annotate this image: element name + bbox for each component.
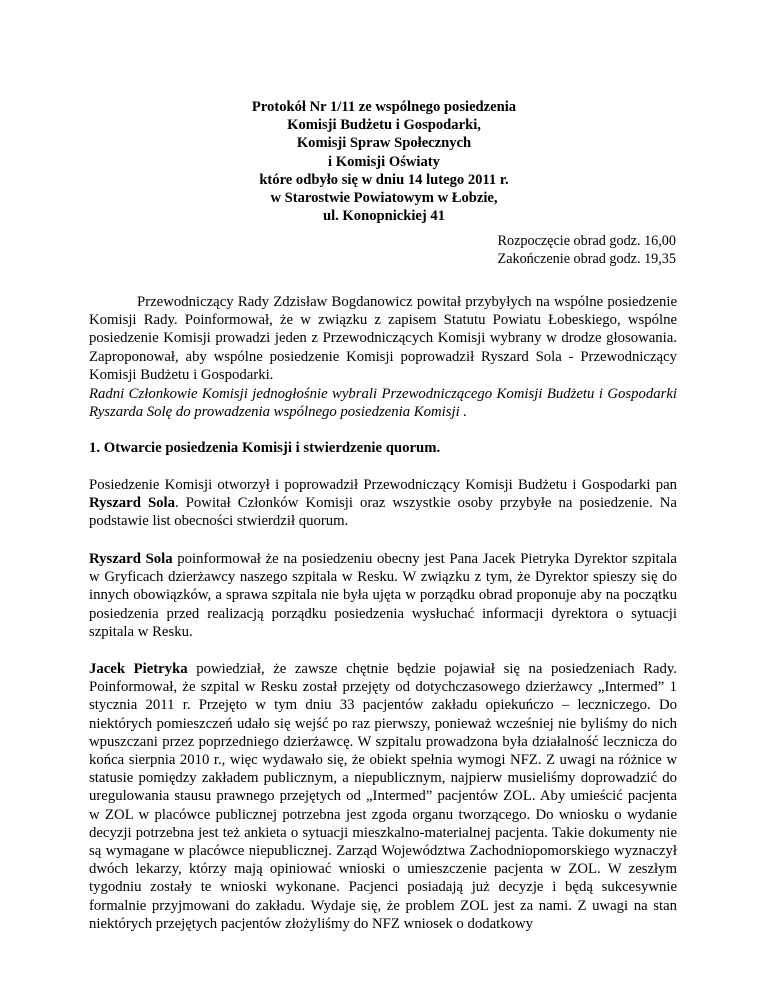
- intro-paragraph: Przewodniczący Rady Zdzisław Bogdanowicz powitał przybyłych na wspólne posiedzenie Komisji Rady. Poinformował, że w związku z zapisem Statutu Powiatu Łobeskiego, wspólne posiedzenie Komisji prowadzi jeden z Przewodniczących Komisji wybrany w drodze głosowania. Zaproponował, aby wspólne posiedzenie Komisji poprowadził Ryszard Sola - Przewodniczący Komisji Budżetu i Gospodarki.: [89, 294, 677, 383]
- title-line: Komisji Budżetu i Gospodarki,: [287, 117, 481, 134]
- section-1-text: Posiedzenie Komisji otworzył i poprowadził Przewodniczący Komisji Budżetu i Gospodarki pan: [89, 477, 677, 493]
- session-times: [498, 232, 676, 268]
- pietryka-paragraph: [89, 660, 677, 933]
- title-line: które odbyło się w dniu 14 lutego 2011 r.: [259, 171, 509, 188]
- end-time: Zakończenie obrad godz. 19,35: [497, 251, 676, 267]
- title-line: Protokół Nr 1/11 ze wspólnego posiedzenia: [251, 99, 517, 115]
- vote-paragraph: Radni Członkowie Komisji jednogłośnie wybrali Przewodniczącego Komisji Budżetu i Gospodarki Ryszarda Solę do prowadzenia wspólnego posiedzenia Komisji .: [89, 386, 677, 421]
- pietryka-text: powiedział, że zawsze chętnie będzie pojawiał się na posiedzeniach Rady. Poinformował, że szpital w Resku został przejęty od dotychczasowego dzierżawcy „Intermed” 1 stycznia 2011 r. Przejęto w tym dniu 33 pacjentów zakładu opiekuńczo – leczniczego. Do niektórych pomieszczeń udało się wejść po raz pierwszy, ponieważ wcześniej nie byliśmy do nich wpuszczani przez poprzedniego dzierżawcę. W szpitalu prowadzona była działalność lecznicza do końca sierpnia 2010 r., więc wydawało się, że obiekt spełnia wymogi NFZ. Z uwagi na różnice w statusie pomiędzy zakładem publicznym, a niepublicznym, najpierw musieliśmy doprowadzić do uregulowania stausu prawnego przejętych od „Intermed” pacjentów ZOL. Aby umieścić pacjenta w ZOL w placówce publicznej potrzebna jest zgoda organu tworzącego. Do wniosku o wydanie decyzji potrzebna jest też ankieta o sytuacji mieszkalno-materialnej pacjenta. Takie dokumenty nie są wymagane w placówce niepublicznej. Zarząd Województwa Zachodniopomorskiego wyznaczył dwóch lekarzy, którzy mają opiniować wnioski o umieszczenie pacjenta w ZOL. W zeszłym tygodniu zostały te wnioski wykonane. Pacjenci posiadają już decyzje i będą sukcesywnie formalnie przyjmowani do zakładu. Wydaje się, że problem ZOL jest za nami. Z uwagi na stan niektórych przejętych pacjentów złożyliśmy do NFZ wniosek o dodatkowy: [89, 661, 677, 932]
- section-1-paragraph: [89, 476, 677, 531]
- start-time: Rozpoczęcie obrad godz. 16,00: [497, 233, 676, 249]
- section-1-text: . Powitał Członków Komisji oraz wszystkie osoby przybyłe na posiedzenie. Na podstawie list obecności stwierdził quorum.: [89, 495, 677, 530]
- sola-text: poinformował że na posiedzeniu obecny jest Pana Jacek Pietryka Dyrektor szpitala w Gryficach dzierżawcy naszego szpitala w Resku. W związku z tym, że Dyrektor spieszy się do innych obowiązków, a sprawa szpitala nie była ujęta w porządku obrad proponuje aby na początku posiedzenia przed realizacją porządku posiedzenia wysłuchać informacji dyrektora o sytuacji szpitala w Resku.: [89, 551, 677, 640]
- speaker-name: Jacek Pietryka: [89, 661, 188, 677]
- section-1-heading: 1. Otwarcie posiedzenia Komisji i stwierdzenie quorum.: [89, 440, 441, 456]
- title-line: ul. Konopnickiej 41: [322, 208, 446, 225]
- sola-paragraph: [89, 550, 677, 641]
- protocol-title: [0, 98, 768, 225]
- speaker-name: Ryszard Sola: [89, 495, 175, 512]
- title-line: w Starostwie Powiatowym w Łobzie,: [270, 190, 498, 207]
- speaker-name: Ryszard Sola: [89, 551, 173, 567]
- title-line: Komisji Spraw Społecznych: [296, 135, 472, 152]
- title-line: i Komisji Oświaty: [328, 153, 440, 170]
